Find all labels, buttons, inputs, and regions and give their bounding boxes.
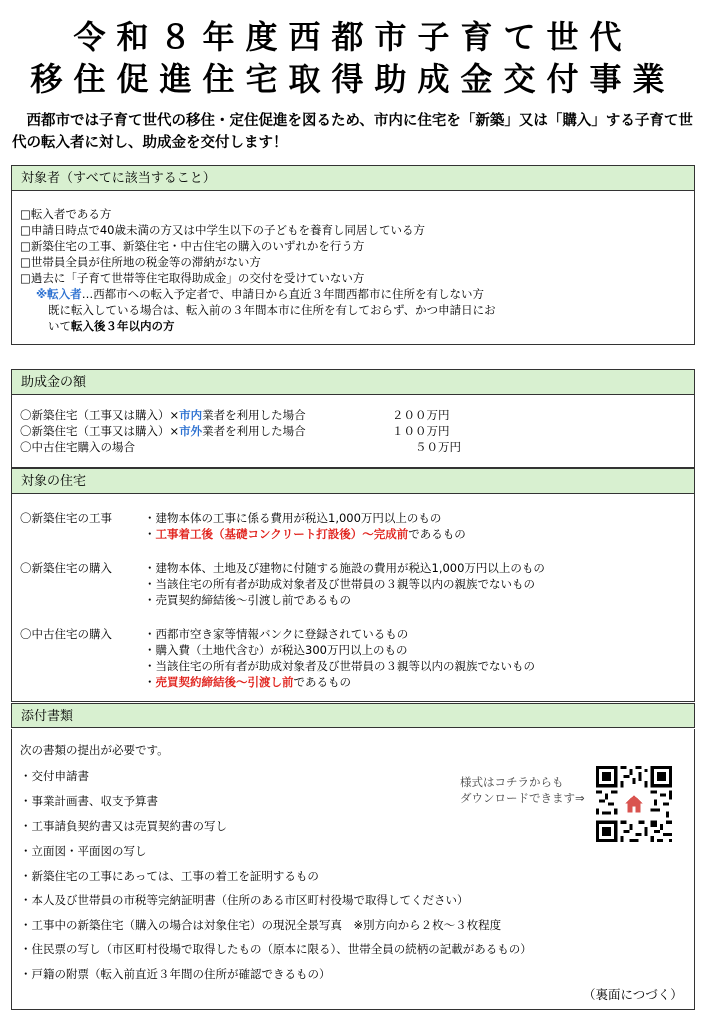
eligibility-item: □過去に「子育て世帯等住宅取得助成金」の交付を受けていない方 bbox=[20, 271, 365, 285]
transfer-note bbox=[36, 287, 484, 302]
purchase-period: 売買契約締結後～引渡し前 bbox=[155, 675, 294, 689]
housing-condition-highlight bbox=[144, 675, 351, 690]
eligibility-item: □新築住宅の工事、新築住宅・中古住宅の購入のいずれかを行う方 bbox=[20, 239, 365, 253]
housing-section bbox=[11, 468, 695, 702]
construction-period: 工事着工後（基礎コンクリート打設後）～完成前 bbox=[155, 527, 409, 541]
document-item: ・交付申請書 bbox=[20, 769, 89, 783]
transfer-note-text: …西都市への転入予定者で、申請日から直近３年間西都市に住所を有しない方 bbox=[81, 287, 484, 301]
transfer-note-line3 bbox=[48, 319, 175, 334]
amount-value: ２００万円 bbox=[392, 408, 450, 422]
housing-condition: ・建物本体の工事に係る費用が税込1,000万円以上のもの bbox=[144, 511, 442, 525]
eligibility-item: □転入者である方 bbox=[20, 207, 112, 221]
amount-row bbox=[20, 440, 135, 455]
document-item: ・工事請負契約書又は売買契約書の写し bbox=[20, 819, 227, 833]
eligibility-header: 対象者（すべてに該当すること） bbox=[12, 166, 694, 191]
amount-row-label: 〇中古住宅購入の場合 bbox=[20, 440, 135, 454]
document-item: ・戸籍の附票（転入前直近３年間の住所が確認できるもの） bbox=[20, 967, 331, 981]
housing-condition: ・当該住宅の所有者が助成対象者及び世帯員の３親等以内の親族でないもの bbox=[144, 659, 535, 673]
eligibility-item: □世帯員全員が住所地の税金等の滞納がない方 bbox=[20, 255, 261, 269]
amount-value: ５０万円 bbox=[415, 440, 461, 454]
eligibility-item: □申請日時点で40歳未満の方又は中学生以下の子どもを養育し同居している方 bbox=[20, 223, 425, 237]
documents-section bbox=[11, 729, 695, 1010]
amount-row-suffix: 業者を利用した場合 bbox=[202, 424, 306, 438]
transfer-note-line3-prefix: いて bbox=[48, 319, 71, 333]
document-item: ・新築住宅の工事にあっては、工事の着工を証明するもの bbox=[20, 869, 319, 883]
condition-suffix: であるもの bbox=[408, 527, 466, 541]
amount-row-highlight: 市内 bbox=[179, 408, 203, 422]
download-note-line1: 様式はコチラからも bbox=[460, 775, 564, 789]
download-note-line2: ダウンロードできます⇒ bbox=[460, 791, 585, 805]
qr-code-icon[interactable] bbox=[596, 766, 672, 842]
document-item: ・本人及び世帯員の市税等完納証明書（住所のある市区町村役場で取得してください） bbox=[20, 893, 469, 907]
amount-row bbox=[20, 424, 306, 439]
documents-header: 添付書類 bbox=[11, 703, 695, 728]
document-item: ・工事中の新築住宅（購入の場合は対象住宅）の現況全景写真 ※別方向から２枚～３枚程度 bbox=[20, 918, 502, 932]
housing-condition-highlight bbox=[144, 527, 466, 542]
continued-note: （裏面につづく） bbox=[583, 987, 683, 1002]
amount-header: 助成金の額 bbox=[12, 370, 694, 395]
page-title-line2: 移住促進住宅取得助成金交付事業 bbox=[30, 60, 676, 98]
transfer-note-mark: ※転入者 bbox=[36, 287, 82, 301]
amount-row-label: 〇新築住宅（工事又は購入）× bbox=[20, 408, 180, 422]
eligibility-section bbox=[11, 165, 695, 345]
intro-text: 西都市では子育て世代の移住・定住促進を図るため、市内に住宅を「新築」又は「購入」する子育て世代の転入者に対し、助成金を交付します！ bbox=[12, 113, 693, 151]
housing-new-purchase-label: 〇新築住宅の購入 bbox=[20, 561, 112, 575]
condition-suffix: であるもの bbox=[293, 675, 351, 689]
document-item: ・事業計画書、収支予算書 bbox=[20, 794, 158, 808]
transfer-note-line2: 既に転入している場合は、転入前の３年間本市に住所を有しておらず、かつ申請日にお bbox=[48, 303, 496, 317]
housing-used-label: 〇中古住宅の購入 bbox=[20, 627, 112, 641]
document-item: ・立面図・平面図の写し bbox=[20, 844, 147, 858]
amount-row bbox=[20, 408, 306, 423]
housing-condition: ・売買契約締結後～引渡し前であるもの bbox=[144, 593, 351, 607]
housing-new-build-label: 〇新築住宅の工事 bbox=[20, 511, 112, 525]
bullet: ・ bbox=[144, 675, 156, 689]
documents-lead: 次の書類の提出が必要です。 bbox=[20, 743, 169, 757]
transfer-note-bold: 転入後３年以内の方 bbox=[71, 319, 175, 333]
housing-condition: ・西都市空き家等情報バンクに登録されているもの bbox=[144, 627, 409, 641]
document-item: ・住民票の写し（市区町村役場で取得したもの（原本に限る）、世帯全員の続柄の記載があるもの） bbox=[20, 942, 532, 956]
housing-condition: ・購入費（土地代含む）が税込300万円以上のもの bbox=[144, 643, 408, 657]
amount-row-label: 〇新築住宅（工事又は購入）× bbox=[20, 424, 180, 438]
amount-value: １００万円 bbox=[392, 424, 450, 438]
amount-row-highlight: 市外 bbox=[179, 424, 203, 438]
page-title-line1: 令和８年度西都市子育て世代 bbox=[73, 18, 633, 56]
amount-section bbox=[11, 369, 695, 468]
bullet: ・ bbox=[144, 527, 156, 541]
amount-row-suffix: 業者を利用した場合 bbox=[202, 408, 306, 422]
housing-condition: ・建物本体、土地及び建物に付随する施設の費用が税込1,000万円以上のもの bbox=[144, 561, 545, 575]
housing-header: 対象の住宅 bbox=[12, 469, 694, 494]
housing-condition: ・当該住宅の所有者が助成対象者及び世帯員の３親等以内の親族でないもの bbox=[144, 577, 535, 591]
